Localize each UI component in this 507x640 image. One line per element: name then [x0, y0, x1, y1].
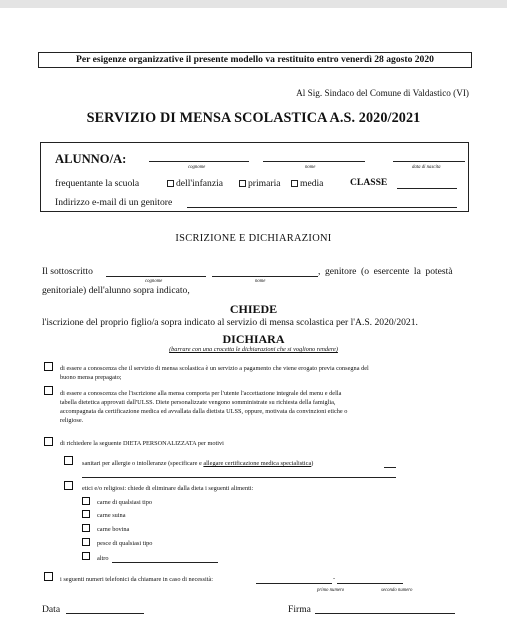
diet-ethic-text: etici e/o religiosi: chiede di eliminare dalla dieta i seguenti alimenti: [82, 485, 254, 492]
food-label-3: carne bovina [97, 526, 130, 533]
form-title: SERVIZIO DI MENSA SCOLASTICA A.S. 2020/2021 [86, 110, 421, 126]
undersigned-surname-field[interactable] [106, 276, 206, 277]
addressee: Al Sig. Sindaco del Comune di Valdastico (VI) [296, 88, 469, 98]
food-checkbox-5[interactable] [82, 552, 90, 560]
name-field[interactable] [263, 161, 365, 162]
checkbox-icon [167, 180, 174, 187]
email-field[interactable] [187, 207, 457, 208]
date-label: Data [42, 604, 61, 615]
classe-field[interactable] [397, 188, 457, 189]
surname-sublabel: cognome [188, 165, 206, 170]
undersigned-line2: genitoriale) dell'alunno sopra indicato, [42, 285, 190, 296]
food-label-1: carne di qualsiasi tipo [97, 499, 153, 506]
declaration-2-line2: tabella dietetica approvati dall'ULSS. Diete personalizzate vengono somministrate su richiesta della famiglia, [60, 399, 336, 406]
food-other-field[interactable] [112, 562, 218, 563]
declaration-2-checkbox[interactable] [44, 386, 53, 395]
phone-2-sublabel: secondo numero [381, 588, 413, 593]
declaration-3-line1: di richiedere la seguente DIETA PERSONALIZZATA per motivi [60, 440, 224, 447]
birthdate-sublabel: data di nascita [412, 165, 441, 170]
section-heading: ISCRIZIONE E DICHIARAZIONI [175, 233, 332, 244]
food-checkbox-4[interactable] [82, 538, 90, 546]
signature-label: Firma [288, 604, 311, 615]
undersigned-prefix: Il sottoscritto [42, 266, 93, 277]
chiede-text: l'iscrizione del proprio figlio/a sopra indicato al servizio di mensa scolastica per l'A.S. 2020/2021. [42, 317, 418, 328]
phone-1-field[interactable] [256, 583, 332, 584]
undersigned-suffix: , genitore (o esercente la potestà [318, 266, 453, 277]
signature-field[interactable] [315, 613, 455, 614]
checkbox-icon [239, 180, 246, 187]
declaration-2-line1: di essere a conoscenza che l'iscrizione alla mensa comporta per l'utente l'accettazione integrale del menu e della [60, 390, 342, 397]
phones-separator: - [333, 575, 336, 582]
diet-ethic-checkbox[interactable] [64, 481, 73, 490]
chiede-heading: CHIEDE [229, 302, 278, 316]
declaration-1-line2: buono mensa prepagato; [60, 374, 122, 381]
birthdate-field[interactable] [393, 161, 465, 162]
declaration-3-checkbox[interactable] [44, 437, 53, 446]
dichiara-note: (barrare con una crocetta le dichiarazioni che si vogliono rendere) [169, 346, 338, 353]
diet-health-text: sanitari per allergie o intolleranze (specificare e allegare certificazione medica specialistica) [82, 460, 314, 467]
undersigned-name-field[interactable] [212, 276, 318, 277]
food-checkbox-2[interactable] [82, 510, 90, 518]
school-option-primaria[interactable]: primaria [239, 178, 281, 189]
name-sublabel: nome [305, 165, 316, 170]
diet-health-field-1[interactable] [384, 467, 396, 468]
declaration-2-line3: accompagnata da certificazione medica ed avvallata dalla dietista ULSS, oppure, motivata da convinzioni etiche o [60, 408, 348, 415]
dichiara-heading: DICHIARA [222, 332, 285, 346]
student-label: ALUNNO/A: [55, 152, 127, 166]
diet-health-field-2[interactable] [82, 477, 396, 478]
deadline-notice: Per esigenze organizzative il presente modello va restituito entro venerdì 28 agosto 2020 [38, 52, 472, 68]
student-box [40, 142, 469, 212]
undersigned-name-sublabel: nome [255, 279, 266, 284]
phones-text: i seguenti numeri telefonici da chiamare in caso di necessità: [60, 576, 213, 583]
checkbox-icon [291, 180, 298, 187]
school-option-infanzia[interactable]: dell'infanzia [167, 178, 223, 189]
school-option-media[interactable]: media [291, 178, 323, 189]
phones-checkbox[interactable] [44, 572, 53, 581]
certification-requirement: allegare certificazione medica specialistica [203, 460, 312, 467]
attends-label: frequentante la scuola [55, 178, 140, 189]
food-label-5: altro [97, 555, 109, 562]
declaration-1-checkbox[interactable] [44, 362, 53, 371]
food-checkbox-1[interactable] [82, 497, 90, 505]
classe-label: CLASSE [350, 177, 388, 188]
email-label: Indirizzo e-mail di un genitore [55, 197, 173, 208]
phone-1-sublabel: primo numero [317, 588, 345, 593]
top-bar [0, 0, 507, 8]
date-field[interactable] [66, 613, 144, 614]
undersigned-surname-sublabel: cognome [145, 279, 163, 284]
surname-field[interactable] [149, 161, 249, 162]
phone-2-field[interactable] [337, 583, 403, 584]
declaration-1-line1: di essere a conoscenza che il servizio di mensa scolastica è un servizio a pagamento che viene erogato previa consegna del [60, 365, 369, 372]
food-label-2: carne suina [97, 512, 126, 519]
diet-health-checkbox[interactable] [64, 456, 73, 465]
food-checkbox-3[interactable] [82, 524, 90, 532]
food-label-4: pesce di qualsiasi tipo [97, 540, 153, 547]
declaration-2-line4: religiose. [60, 417, 84, 424]
